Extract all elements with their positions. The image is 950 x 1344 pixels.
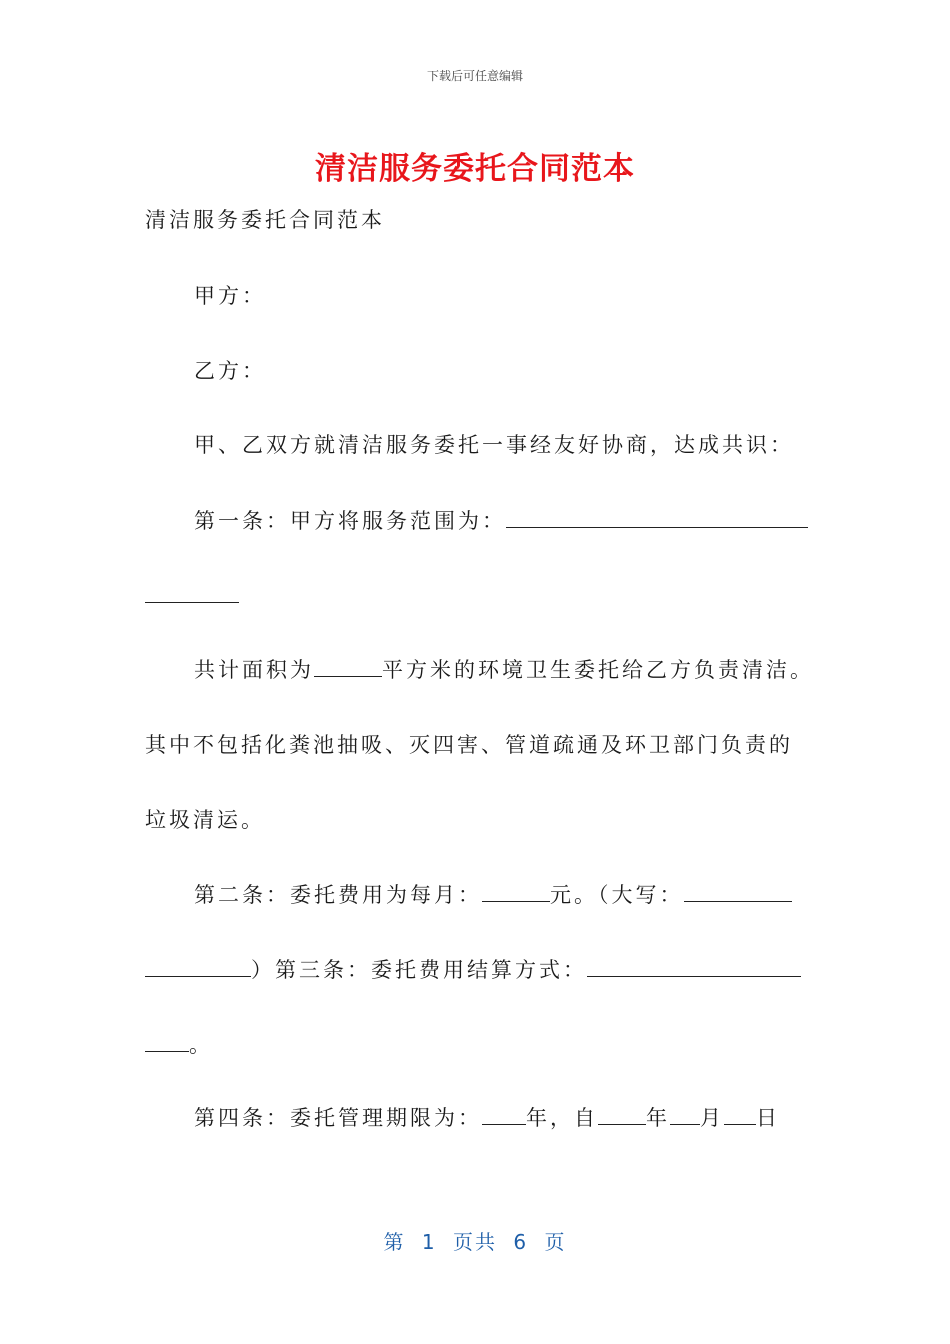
footer-prefix: 第 <box>383 1230 406 1254</box>
settlement-blank-cont <box>145 1031 189 1052</box>
start-day-blank <box>724 1104 756 1125</box>
fee-blank <box>482 881 550 902</box>
fee-capital-blank-cont <box>145 956 251 977</box>
article-2-line-2 <box>145 956 801 984</box>
area-label: 共计面积为 <box>194 658 314 682</box>
party-a: 甲方： <box>194 284 266 308</box>
article-1-end: 垃圾清运。 <box>145 808 265 832</box>
fee-capital-label: 元。（大写： <box>550 883 684 907</box>
document-title: 清洁服务委托合同范本 <box>315 151 635 187</box>
area-blank <box>314 656 382 677</box>
settlement-label: ）第三条：委托费用结算方式： <box>251 958 587 982</box>
subtitle: 清洁服务委托合同范本 <box>145 208 385 232</box>
settlement-blank <box>587 956 801 977</box>
fee-capital-blank <box>684 881 792 902</box>
total-pages: 6 <box>513 1230 529 1254</box>
header-note: 下载后可任意编辑 <box>426 69 523 83</box>
start-month-blank <box>670 1104 700 1125</box>
party-b: 乙方： <box>194 359 266 383</box>
term-label: 第四条：委托管理期限为： <box>194 1106 482 1130</box>
day-label: 日 <box>756 1106 780 1130</box>
footer-suffix: 页 <box>544 1230 567 1254</box>
article-1-text: 第一条：甲方将服务范围为： <box>194 509 506 533</box>
article-1-line-1 <box>194 507 808 535</box>
article-1-exclusions: 其中不包括化粪池抽吸、灭四害、管道疏通及环卫部门负责的 <box>145 733 793 757</box>
footer-middle: 页共 <box>453 1230 497 1254</box>
service-scope-blank <box>506 507 808 528</box>
fee-label: 第二条：委托费用为每月： <box>194 883 482 907</box>
period-mark: 。 <box>189 1033 213 1057</box>
start-year-blank <box>598 1104 646 1125</box>
month-label: 月 <box>700 1106 724 1130</box>
service-scope-blank-cont <box>145 582 239 603</box>
intro-paragraph: 甲、乙双方就清洁服务委托一事经友好协商，达成共识： <box>194 433 794 457</box>
term-from-label: 年，自 <box>526 1106 598 1130</box>
page-footer <box>0 1226 950 1255</box>
article-1-area-line <box>194 656 814 684</box>
current-page-number: 1 <box>421 1230 437 1254</box>
article-1-line-2 <box>145 582 239 610</box>
year-label: 年 <box>646 1106 670 1130</box>
article-2-line-1 <box>194 881 792 909</box>
article-4-line <box>194 1104 780 1132</box>
area-text: 平方米的环境卫生委托给乙方负责清洁。 <box>382 658 814 682</box>
article-3-end <box>145 1031 213 1059</box>
term-years-blank <box>482 1104 526 1125</box>
